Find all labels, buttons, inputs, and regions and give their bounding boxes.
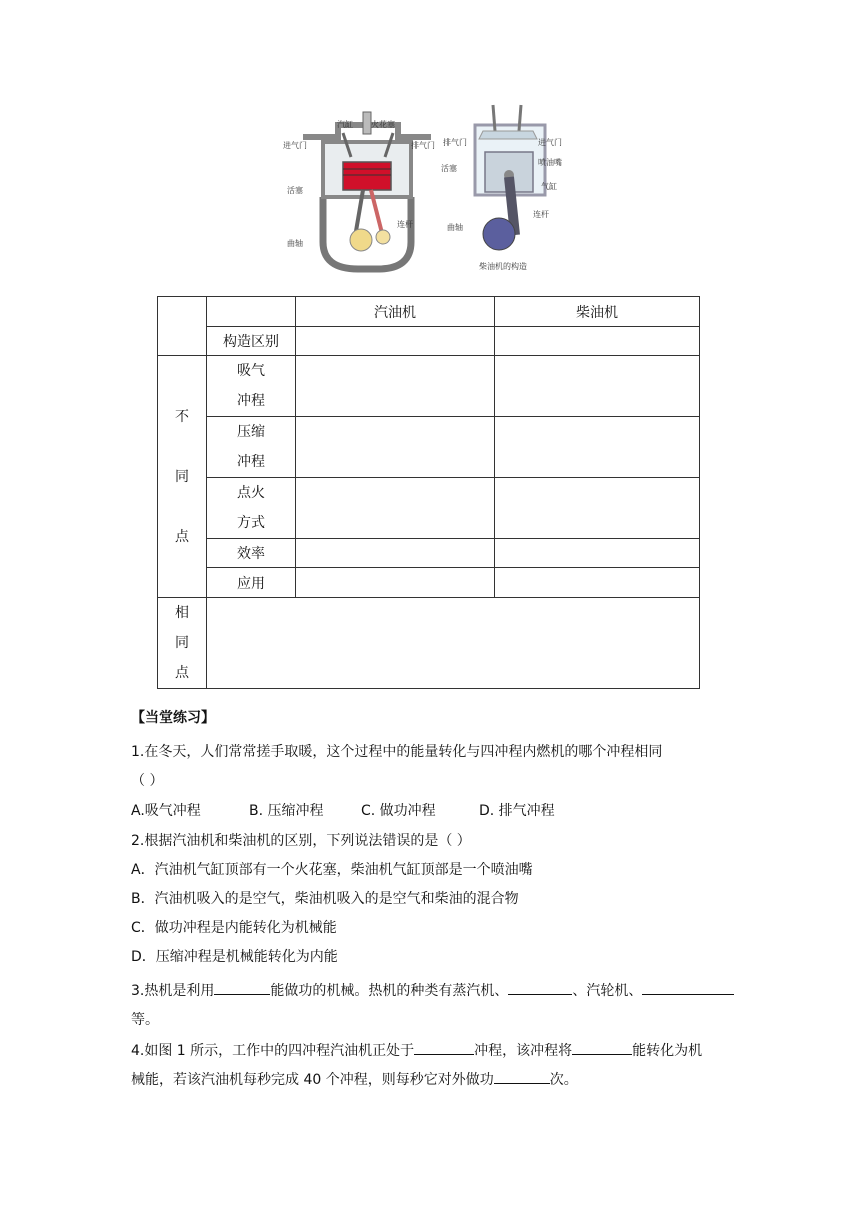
cell-efficiency-gasoline — [296, 539, 495, 568]
label-d-piston: 活塞 — [441, 164, 457, 173]
diesel-engine-diagram — [441, 105, 562, 271]
q3-part3: 、汽轮机、 — [572, 983, 643, 999]
table-row — [158, 356, 700, 417]
q3-blank-2[interactable] — [508, 980, 572, 995]
row-label-application: 应用 — [207, 568, 296, 598]
cell-structure-gasoline — [296, 327, 495, 356]
row-label-structure: 构造区别 — [207, 327, 296, 356]
label-d-connecting-rod: 连杆 — [533, 210, 549, 219]
group-char: 不 — [175, 408, 189, 425]
q4-part3: 能转化为机 — [632, 1043, 703, 1059]
cell-application-gasoline — [296, 568, 495, 598]
q4-line2-part1: 械能，若该汽油机每秒完成 40 个冲程，则每秒它对外做功 — [131, 1072, 494, 1088]
group-char: 点 — [175, 665, 189, 681]
header-gasoline: 汽油机 — [296, 297, 495, 327]
row-label-efficiency: 效率 — [207, 539, 296, 568]
q1-answer-paren: （ ） — [131, 773, 164, 789]
q4-blank-1[interactable] — [414, 1040, 474, 1055]
q1-option-d[interactable]: D. 排气冲程 — [479, 803, 555, 819]
q3-line1 — [131, 980, 734, 1001]
label-d-injector: 喷油嘴 — [538, 158, 562, 167]
label-exhaust-valve: 排气门 — [411, 141, 435, 150]
table-row — [158, 568, 700, 598]
q3-part1: 3.热机是利用 — [131, 983, 215, 999]
cell-intake-gasoline — [296, 356, 495, 417]
q1-option-b[interactable]: B. 压缩冲程 — [249, 803, 324, 819]
row-label-intake — [207, 356, 296, 417]
q4-blank-3[interactable] — [494, 1069, 550, 1084]
cell-ignition-gasoline — [296, 478, 495, 539]
label-connecting-rod: 连杆 — [397, 220, 413, 229]
cell-compression-diesel — [495, 417, 700, 478]
row-label-line: 方式 — [237, 515, 265, 531]
q4-part2: 冲程，该冲程将 — [474, 1043, 573, 1059]
label-d-crankshaft: 曲轴 — [447, 223, 463, 232]
label-spark-plug: 火花塞 — [371, 120, 395, 129]
q4-blank-2[interactable] — [572, 1040, 632, 1055]
q2-option-c[interactable]: C．做功冲程是内能转化为机械能 — [131, 920, 337, 936]
cell-application-diesel — [495, 568, 700, 598]
q4-line2-part2: 次。 — [549, 1072, 578, 1088]
q2-option-d[interactable]: D．压缩冲程是机械能转化为内能 — [131, 949, 338, 965]
q4-line2 — [131, 1069, 578, 1090]
group-char: 相 — [175, 605, 189, 621]
table-blank-header — [207, 297, 296, 327]
gasoline-engine-diagram — [283, 112, 435, 269]
row-label-line: 压缩 — [237, 424, 265, 440]
cell-structure-diesel — [495, 327, 700, 356]
cell-compression-gasoline — [296, 417, 495, 478]
cell-ignition-diesel — [495, 478, 700, 539]
row-label-line: 冲程 — [237, 393, 265, 409]
table-row — [158, 478, 700, 539]
cell-efficiency-diesel — [495, 539, 700, 568]
row-label-compression — [207, 417, 296, 478]
q1-option-c[interactable]: C. 做功冲程 — [361, 803, 436, 819]
q1-options — [131, 801, 555, 821]
label-d-cylinder: 气缸 — [541, 182, 557, 191]
q2-option-b[interactable]: B．汽油机吸入的是空气，柴油机吸入的是空气和柴油的混合物 — [131, 891, 519, 907]
row-label-line: 吸气 — [237, 363, 265, 379]
row-label-ignition — [207, 478, 296, 539]
comparison-table — [157, 296, 700, 689]
table-row — [158, 417, 700, 478]
exercise-heading: 【当堂练习】 — [131, 710, 215, 726]
label-piston: 活塞 — [287, 186, 303, 195]
engine-structure-figure — [283, 97, 575, 277]
header-diesel: 柴油机 — [495, 297, 700, 327]
q4-line1 — [131, 1040, 702, 1061]
table-row — [158, 327, 700, 356]
group-char: 点 — [175, 528, 189, 545]
q3-line2: 等。 — [131, 1012, 159, 1028]
group-label-same — [158, 598, 207, 689]
cell-intake-diesel — [495, 356, 700, 417]
q2-text: 2.根据汽油机和柴油机的区别，下列说法错误的是（ ） — [131, 833, 471, 849]
q4-part1: 4.如图 1 所示，工作中的四冲程汽油机正处于 — [131, 1043, 415, 1059]
group-char: 同 — [175, 468, 189, 485]
table-row — [158, 297, 700, 327]
group-char: 同 — [175, 635, 189, 651]
label-intake-valve: 进气门 — [283, 141, 307, 150]
q1-text: 1.在冬天，人们常常搓手取暖，这个过程中的能量转化与四冲程内燃机的哪个冲程相同 — [131, 744, 663, 760]
q3-blank-1[interactable] — [214, 980, 270, 995]
label-d-exhaust-valve: 排气门 — [443, 138, 467, 147]
table-row — [158, 539, 700, 568]
row-label-line: 点火 — [237, 485, 265, 501]
q3-blank-3[interactable] — [642, 980, 734, 995]
q2-option-a[interactable]: A．汽油机气缸顶部有一个火花塞，柴油机气缸顶部是一个喷油嘴 — [131, 862, 533, 878]
table-corner-cell — [158, 297, 207, 356]
label-cylinder: 汽缸 — [337, 120, 353, 129]
cell-same-points — [207, 598, 700, 689]
label-crankshaft: 曲轴 — [287, 239, 303, 248]
group-label-different — [158, 356, 207, 598]
table-row — [158, 598, 700, 689]
label-d-intake-valve: 进气门 — [538, 138, 562, 147]
q3-part2: 能做功的机械。热机的种类有蒸汽机、 — [270, 983, 509, 999]
q1-option-a[interactable]: A.吸气冲程 — [131, 803, 201, 819]
row-label-line: 冲程 — [237, 454, 265, 470]
diesel-caption: 柴油机的构造 — [479, 262, 527, 271]
